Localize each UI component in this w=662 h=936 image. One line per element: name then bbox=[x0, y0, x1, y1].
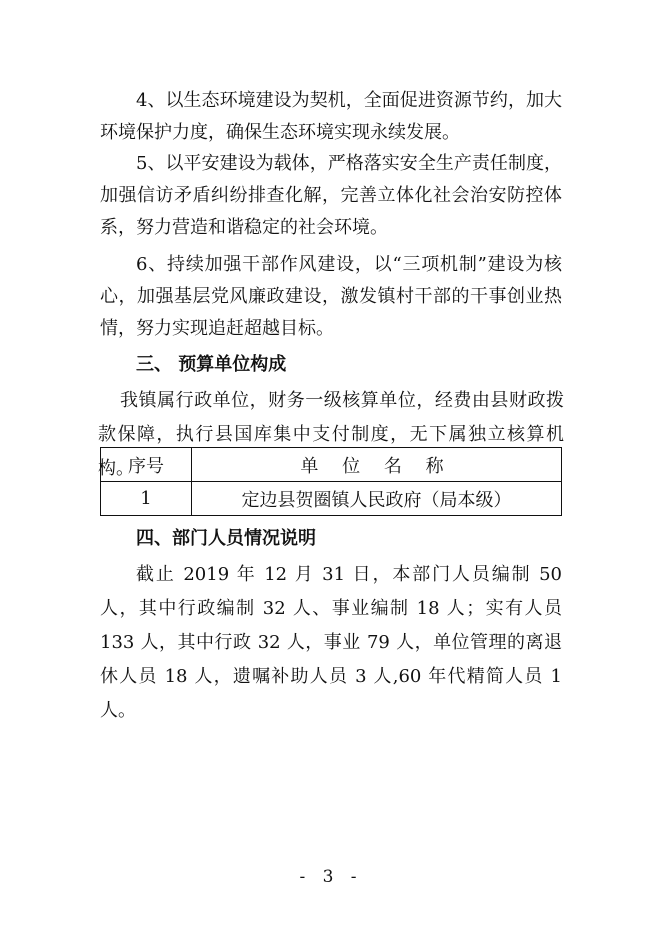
paragraph-staff: 截止 2019 年 12 月 31 日，本部门人员编制 50 人，其中行政编制 32 人、事业编制 18 人；实有人员 133 人，其中行政 32 人，事业 79 人，单位管理的离退休人员 18 人，遗嘱补助人员 3 人,60 年代精简人员 1 人。 bbox=[100, 564, 562, 721]
budget-units-table bbox=[100, 447, 562, 516]
table-header-no: 序号 bbox=[101, 448, 192, 482]
page-number: - 3 - bbox=[299, 867, 363, 887]
section-heading-staff: 四、部门人员情况说明 bbox=[136, 528, 316, 549]
table-header-name bbox=[192, 448, 562, 482]
paragraph-item-6: 6、持续加强干部作风建设，以“三项机制”建设为核心，加强基层党风廉政建设，激发镇村干部的干事创业热情，努力实现追赶超越目标。 bbox=[100, 254, 562, 339]
section-heading-budget-units: 三、 预算单位构成 bbox=[136, 354, 287, 375]
paragraph-item-5: 5、以平安建设为载体，严格落实安全生产责任制度，加强信访矛盾纠纷排查化解，完善立体化社会治安防控体系，努力营造和谐稳定的社会环境。 bbox=[100, 153, 562, 238]
table-header-name-label: 单 位 名 称 bbox=[300, 455, 453, 477]
paragraph-item-4: 4、以生态环境建设为契机，全面促进资源节约，加大环境保护力度，确保生态环境实现永续发展。 bbox=[100, 90, 562, 143]
table-row bbox=[101, 482, 562, 516]
table-cell-name: 定边县贺圈镇人民政府（局本级） bbox=[192, 482, 562, 516]
table-header-row bbox=[101, 448, 562, 482]
table-cell-no: 1 bbox=[101, 482, 192, 516]
paragraph-budget-units: 我镇属行政单位，财务一级核算单位，经费由县财政拨款保障，执行县国库集中支付制度，无下属独立核算机构。 bbox=[98, 390, 564, 479]
